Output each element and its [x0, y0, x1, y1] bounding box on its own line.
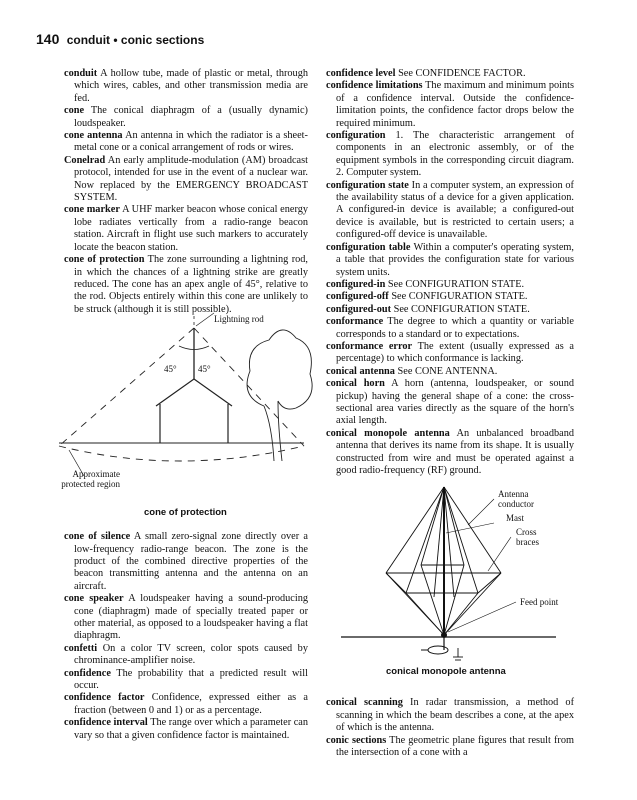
- dictionary-entry: [64, 531, 308, 593]
- entry-list-left-top: [64, 68, 308, 316]
- dictionary-entry: [326, 242, 574, 279]
- entry-term: cone of silence: [64, 531, 131, 543]
- entry-definition: A loudspeaker having a sound-producing cone (diaphragm) made of specially treated paper or other material, as opposed to a loudspeaker having a flat diaphragm.: [74, 593, 308, 642]
- entry-term: configured-off: [326, 291, 389, 303]
- mast-label: Mast: [506, 513, 524, 524]
- entry-term: configuration table: [326, 241, 411, 253]
- angle-left-label: 45°: [164, 364, 177, 375]
- entry-term: cone marker: [64, 204, 120, 216]
- dictionary-entry: [64, 155, 308, 205]
- page-number: 140: [36, 31, 60, 47]
- entry-term: confidence limitations: [326, 80, 423, 92]
- dictionary-entry: [64, 254, 308, 316]
- dictionary-entry: [326, 735, 574, 760]
- dictionary-entry: [64, 643, 308, 668]
- dictionary-entry: [326, 68, 574, 80]
- entry-term: confidence: [64, 667, 111, 679]
- entry-definition: The conical diaphragm of a (usually dynamic) loudspeaker.: [74, 105, 308, 129]
- entry-term: conical horn: [326, 378, 385, 390]
- dictionary-entry: [326, 180, 574, 242]
- running-header: [36, 31, 204, 47]
- dictionary-entry: [326, 279, 574, 291]
- entry-definition: See CONFIGURATION STATE.: [393, 303, 530, 315]
- entry-definition: The range over which a parameter can vary so that a given confidence factor is maintained.: [74, 717, 308, 741]
- dictionary-entry: [326, 304, 574, 316]
- entry-term: configuration: [326, 130, 386, 142]
- dictionary-entry: [326, 378, 574, 428]
- entry-definition: The extent (usually expressed as a percentage) to which conformance is lacking.: [336, 340, 574, 365]
- entry-term: cone speaker: [64, 593, 124, 605]
- entry-definition: In a computer system, an expression of the availability status of a device for a given application. A configured-in device is available; a configured-out device is available, but is restricted to certain users; a configured-off device is unavailable.: [336, 179, 574, 241]
- dictionary-entry: [64, 204, 308, 254]
- entry-term: conformance: [326, 316, 384, 328]
- entry-definition: See CONFIGURATION STATE.: [387, 278, 525, 290]
- entry-definition: 1. The characteristic arrangement of components in an electronic assembly, or of the equipment symbols in the corresponding circuit diagram. 2. Computer system.: [336, 130, 574, 179]
- entry-term: conic sections: [326, 734, 387, 746]
- entry-definition: See CONFIDENCE FACTOR.: [398, 68, 526, 79]
- dictionary-entry: [326, 428, 574, 478]
- entry-list-right-top: [326, 68, 574, 477]
- dictionary-entry: [64, 668, 308, 693]
- entry-list-right-bottom: [326, 697, 574, 759]
- entry-term: cone of protection: [64, 254, 145, 266]
- entry-definition: Within a computer's operating system, a table that provides the configuration state for various system units.: [336, 241, 574, 278]
- figure-conical-monopole-antenna: [326, 485, 574, 695]
- entry-definition: See CONE ANTENNA.: [397, 365, 498, 377]
- entry-term: confetti: [64, 642, 98, 654]
- entry-definition: A UHF marker beacon whose conical energy lobe radiates vertically from a radio-range beacon station. Aircraft in flight use such markers to accurately locate the beacon station.: [74, 204, 308, 253]
- entry-definition: On a color TV screen, color spots caused by chrominance-amplifier noise.: [74, 642, 308, 667]
- angle-right-label: 45°: [198, 364, 211, 375]
- conical-monopole-diagram: [326, 485, 574, 695]
- entry-term: configured-out: [326, 303, 392, 315]
- dictionary-entry: [64, 717, 308, 742]
- dictionary-entry: [64, 105, 308, 130]
- entry-term: cone antenna: [64, 130, 123, 142]
- entry-term: conduit: [64, 68, 98, 79]
- dictionary-entry: [64, 68, 308, 105]
- entry-definition: The degree to which a quantity or variable corresponds to a standard or to expectations.: [336, 316, 574, 340]
- entry-term: cone: [64, 105, 85, 117]
- left-column: [61, 68, 308, 742]
- dictionary-entry: [326, 341, 574, 366]
- entry-definition: Confidence, expressed either as a fraction (between 0 and 1) or as a percentage.: [74, 692, 308, 716]
- entry-list-left-bottom: [64, 531, 308, 742]
- entry-definition: An antenna in which the radiator is a sheet-metal cone or a conical arrangement of rods or wires.: [74, 130, 308, 154]
- feed-point-label: Feed point: [520, 597, 559, 608]
- entry-definition: The zone surrounding a lightning rod, in which the chances of a lightning strike are greatly reduced. The cone has an apex angle of 45°, relative to the rod. Objects entirely within this cone are unlikely to be struck (although it is still possible).: [74, 254, 308, 315]
- right-column: [326, 68, 574, 759]
- dictionary-entry: [64, 593, 308, 643]
- entry-definition: In radar transmission, a method of scanning in which the beam describes a cone, at the apex of which is the antenna.: [336, 697, 575, 734]
- dictionary-entry: [326, 80, 574, 130]
- entry-term: confidence level: [326, 68, 396, 79]
- dictionary-entry: [326, 366, 574, 378]
- entry-definition: An unbalanced broadband antenna that derives its name from its shape. It is usually constructed from wire and must be operated against a good radio-frequency (RF) ground.: [336, 427, 574, 476]
- entry-term: conical monopole antenna: [326, 427, 450, 439]
- dictionary-entry: [64, 692, 308, 717]
- entry-term: confidence interval: [64, 717, 148, 729]
- entry-definition: See CONFIGURATION STATE.: [391, 291, 528, 303]
- lightning-rod-label: Lightning rod: [214, 314, 264, 325]
- entry-definition: The maximum and minimum points of a confidence interval. Outside the confidence-limitation points, the confidence factor drops below the required minimum.: [336, 80, 574, 129]
- entry-definition: A horn (antenna, loudspeaker, or sound pickup) having the general shape of a cone: the cross-sectional area varies directly as the square of the horn's axial length.: [336, 378, 574, 427]
- dictionary-entry: [64, 130, 308, 155]
- figure-caption: cone of protection: [144, 507, 227, 519]
- dictionary-entry: [326, 697, 574, 734]
- entry-term: conical scanning: [326, 697, 403, 709]
- entry-term: conformance error: [326, 340, 413, 352]
- antenna-conductor-label: Antenna conductor: [498, 489, 534, 510]
- cross-braces-label: Cross braces: [516, 527, 539, 548]
- entry-term: confidence factor: [64, 692, 145, 704]
- entry-term: Conelrad: [64, 154, 106, 166]
- entry-term: conical antenna: [326, 365, 395, 377]
- cone-of-protection-diagram: [64, 316, 308, 521]
- dictionary-entry: [326, 291, 574, 303]
- entry-definition: A hollow tube, made of plastic or metal, through which wires, cables, and other transmission media are fed.: [74, 68, 308, 104]
- entry-definition: The geometric plane figures that result from the intersection of a cone with a: [336, 734, 574, 759]
- entry-definition: The probability that a predicted result will occur.: [74, 667, 308, 691]
- figure-cone-of-protection: [61, 314, 308, 521]
- entry-definition: A small zero-signal zone directly over a low-frequency radio-range beacon. The zone is the product of the combined directive properties of the beacon transmitting antenna and the antenna on an aircraft.: [74, 531, 308, 592]
- dictionary-entry: [326, 130, 574, 180]
- entry-term: configuration state: [326, 179, 409, 191]
- figure-caption: conical monopole antenna: [386, 666, 506, 678]
- entry-term: configured-in: [326, 278, 386, 290]
- dictionary-entry: [326, 316, 574, 341]
- entry-definition: An early amplitude-modulation (AM) broadcast protocol, intended for use in the event of a nuclear war. Now replaced by the EMERGENCY BROADCAST SYSTEM.: [74, 154, 308, 204]
- protected-region-label: Approximate protected region: [61, 469, 120, 490]
- header-title: conduit • conic sections: [66, 33, 205, 47]
